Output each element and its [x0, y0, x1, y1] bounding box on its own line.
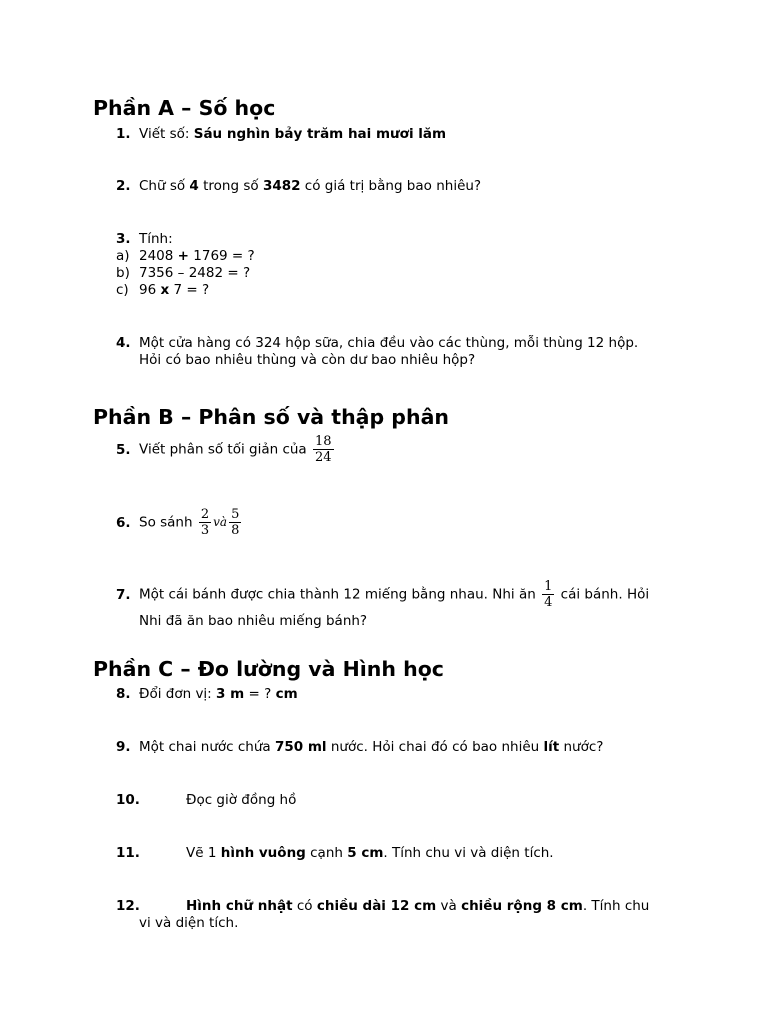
question-4: 4. Một cửa hàng có 324 hộp sữa, chia đều vào các thùng, mỗi thùng 12 hộp. Hỏi có bao nhiêu thùng và còn dư bao nhiêu hộp? [116, 335, 639, 368]
question-number: 3. [116, 231, 131, 247]
question-number: 11. [116, 845, 140, 861]
section-c-heading: Phần C – Đo lường và Hình học [93, 657, 444, 681]
question-number: 4. [116, 335, 131, 351]
question-number: 2. [116, 178, 131, 194]
question-12-line-2: vi và diện tích. [139, 915, 239, 931]
fraction-18-24: $\frac{18}{24}$ [315, 434, 332, 465]
question-number: 12. [116, 898, 140, 914]
question-1: 1. Viết số: Sáu nghìn bảy trăm hai mươi lăm [116, 126, 447, 142]
section-a-heading: Phần A – Số học [93, 96, 276, 120]
question-number: 10. [116, 792, 140, 808]
question-7: 7. Một cái bánh được chia thành 12 miếng bằng nhau. Nhi ăn $\frac{1}{4}$ cái bánh. Hỏi [116, 579, 650, 610]
question-3: 3. Tính: [116, 231, 173, 247]
question-number: 7. [116, 586, 131, 603]
question-9: 9. Một chai nước chứa 750 ml nước. Hỏi chai đó có bao nhiêu lít nước? [116, 739, 604, 755]
fraction-2-3: $\frac{2}{3}$ [200, 507, 210, 538]
question-3-part-b: b) 7356 – 2482 = ? [116, 265, 251, 281]
question-3-part-a: a) 2408 + 1769 = ? [116, 248, 255, 264]
question-3-part-c: c) 96 x 7 = ? [116, 282, 210, 298]
fraction-1-4: $\frac{1}{4}$ [544, 579, 553, 610]
question-5: 5. Viết phân số tối giản của $\frac{18}{24}$ [116, 434, 332, 465]
question-number: 9. [116, 739, 131, 755]
question-number: 6. [116, 514, 131, 531]
question-11: 11. Vẽ 1 hình vuông cạnh 5 cm. Tính chu vi và diện tích. [116, 845, 554, 861]
question-6: 6. So sánh $\frac{2}{3}$ và $\frac{5}{8}$ [116, 507, 240, 538]
question-number: 5. [116, 441, 131, 458]
question-number: 1. [116, 126, 131, 142]
question-8: 8. Đổi đơn vị: 3 m = ? cm [116, 686, 298, 702]
question-12: 12. Hình chữ nhật có chiều dài 12 cm và chiều rộng 8 cm. Tính chu [116, 898, 650, 914]
section-b-heading: Phần B – Phân số và thập phân [93, 405, 450, 429]
question-number: 8. [116, 686, 131, 702]
fraction-5-8: $\frac{5}{8}$ [231, 507, 240, 538]
question-7-line-2: Nhi đã ăn bao nhiêu miếng bánh? [139, 613, 368, 629]
question-10: 10. Đọc giờ đồng hồ [116, 792, 297, 808]
question-2: 2. Chữ số 4 trong số 3482 có giá trị bằng bao nhiêu? [116, 178, 482, 194]
